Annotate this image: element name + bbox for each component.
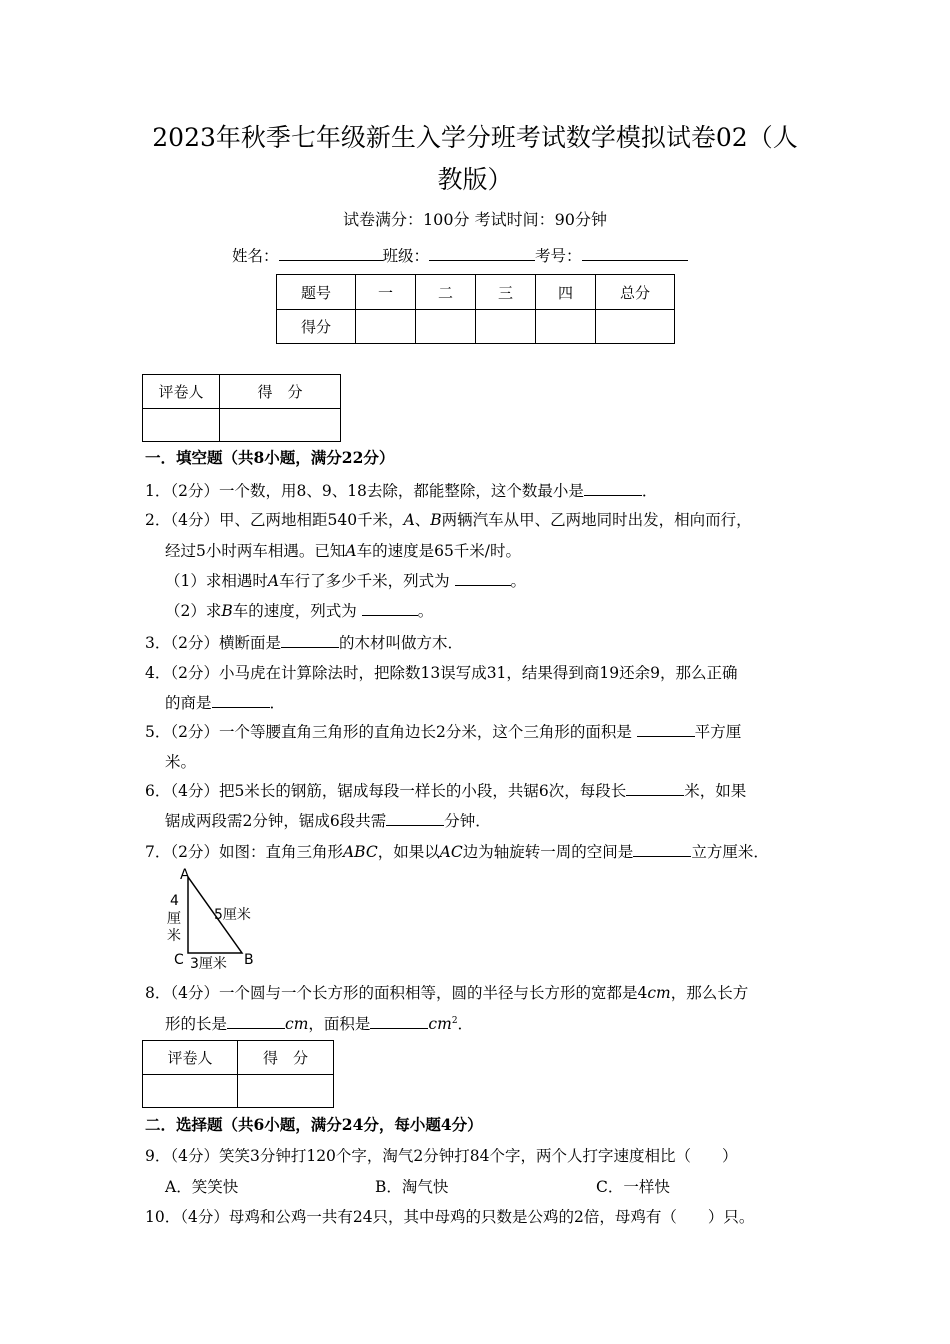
q2-sub1-end: 。 bbox=[510, 572, 527, 590]
question-1 bbox=[145, 479, 657, 501]
vertex-c-label: C bbox=[174, 952, 184, 968]
question-5-line1 bbox=[145, 720, 741, 742]
id-field[interactable] bbox=[582, 260, 688, 261]
q3-text: 3．（2分）横断面是 bbox=[145, 634, 281, 652]
exam-title-line2: 教版） bbox=[437, 165, 513, 194]
question-4-line2 bbox=[165, 691, 285, 713]
q2-sub2-end: 。 bbox=[417, 602, 434, 620]
q6-line2-text: 锯成两段需2分钟，锯成6段共需 bbox=[165, 812, 387, 830]
q8-line2-unit2: cm bbox=[428, 1015, 452, 1033]
grader-score-label: 得 分 bbox=[220, 375, 341, 409]
section2-heading: 二．选择题（共6小题，满分24分，每小题4分） bbox=[145, 1115, 483, 1134]
q8-line2-b: ，面积是 bbox=[308, 1015, 371, 1033]
q2-text-end: 两辆汽车从甲、乙两地同时出发，相向而行， bbox=[441, 511, 752, 529]
student-info-line bbox=[232, 244, 688, 266]
grader-cell[interactable] bbox=[143, 409, 220, 442]
score-table-header: 二 bbox=[416, 275, 476, 310]
score-table-header: 四 bbox=[536, 275, 596, 310]
triangle-figure bbox=[160, 865, 270, 975]
question-3 bbox=[145, 631, 463, 653]
q2-text: 2．（4分）甲、乙两地相距540千米， bbox=[145, 511, 404, 529]
question-4-line1: 4．（2分）小马虎在计算除法时，把除数13误写成31，结果得到商19还余9，那么正确 bbox=[145, 664, 738, 682]
side-cb-label: 3厘米 bbox=[190, 956, 227, 972]
question-5-line2: 米。 bbox=[165, 753, 197, 771]
q2-sub2-var: B bbox=[221, 602, 233, 620]
question-7 bbox=[145, 840, 769, 862]
question-2-sub1 bbox=[165, 569, 526, 591]
exam-subtitle: 试卷满分：100分 考试时间：90分钟 bbox=[343, 210, 607, 229]
name-field[interactable] bbox=[279, 260, 383, 261]
grader-score-label: 得 分 bbox=[238, 1041, 334, 1075]
score-table bbox=[276, 274, 675, 344]
q5-text: 5．（2分）一个等腰直角三角形的直角边长2分米，这个三角形的面积是 bbox=[145, 723, 637, 741]
q2-var-b: B bbox=[430, 511, 442, 529]
score-table-header: 题号 bbox=[277, 275, 356, 310]
q9-option-b[interactable]: B．淘气快 bbox=[375, 1178, 449, 1196]
q5-text-end: 平方厘 bbox=[694, 723, 742, 741]
q8-text-b: ，那么长方 bbox=[670, 984, 749, 1002]
q7-mid: ，如果以 bbox=[377, 843, 440, 861]
score-cell[interactable] bbox=[356, 310, 416, 344]
q2-line2-var-a: A bbox=[345, 542, 357, 560]
score-cell[interactable] bbox=[416, 310, 476, 344]
q2-sub2-a: （2）求 bbox=[165, 602, 222, 620]
hypotenuse-label: 5厘米 bbox=[214, 907, 251, 923]
q1-text: 1．（2分）一个数，用8、9、18去除，都能整除，这个数最小是 bbox=[145, 482, 584, 500]
q7-suffix: 立方厘米． bbox=[691, 843, 769, 861]
q6-blank-1[interactable] bbox=[626, 795, 684, 796]
q8-line2-a: 形的长是 bbox=[165, 1015, 228, 1033]
score-row-label: 得分 bbox=[277, 310, 356, 344]
question-10: 10．（4分）母鸡和公鸡一共有24只，其中母鸡的只数是公鸡的2倍，母鸡有（ ）只。 bbox=[145, 1208, 755, 1226]
q2-var-a: A bbox=[403, 511, 415, 529]
q5-blank[interactable] bbox=[637, 736, 695, 737]
q9-option-c[interactable]: C．一样快 bbox=[596, 1178, 670, 1196]
q6-text-end: 米，如果 bbox=[684, 782, 747, 800]
question-6-line1 bbox=[145, 779, 746, 801]
q8-superscript: 2 bbox=[451, 1015, 458, 1026]
side-ac-digit: 4 bbox=[170, 893, 179, 909]
question-8-line2 bbox=[165, 1012, 473, 1034]
grader-cell[interactable] bbox=[143, 1075, 238, 1108]
score-cell[interactable] bbox=[476, 310, 536, 344]
grader-score-cell[interactable] bbox=[220, 409, 341, 442]
q2-line2-a: 经过5小时两车相遇。已知 bbox=[165, 542, 346, 560]
question-2-line2 bbox=[165, 539, 521, 561]
q2-sub2-blank[interactable] bbox=[362, 615, 418, 616]
grader-box-2 bbox=[142, 1040, 334, 1108]
score-table-header: 总分 bbox=[596, 275, 675, 310]
side-ac-unit1: 厘 bbox=[167, 911, 181, 927]
q4-blank[interactable] bbox=[212, 707, 270, 708]
exam-title-line1: 2023年秋季七年级新生入学分班考试数学模拟试卷02（人 bbox=[152, 123, 798, 152]
grader-label: 评卷人 bbox=[143, 1041, 238, 1075]
q2-sub1-var: A bbox=[267, 572, 280, 590]
q7-blank[interactable] bbox=[633, 856, 691, 857]
question-2-line1 bbox=[145, 508, 752, 530]
class-field[interactable] bbox=[429, 260, 535, 261]
q7-ac: AC bbox=[439, 843, 463, 861]
q1-suffix: ． bbox=[641, 482, 658, 500]
id-label: 考号： bbox=[535, 247, 582, 265]
q6-line2-end: 分钟． bbox=[444, 812, 491, 830]
score-table-header: 三 bbox=[476, 275, 536, 310]
q2-sub1-b: 车行了多少千米，列式为 bbox=[279, 572, 455, 590]
q7-abc: ABC bbox=[342, 843, 378, 861]
question-2-sub2 bbox=[165, 599, 433, 621]
question-6-line2 bbox=[165, 809, 491, 831]
q8-line2-end: ． bbox=[457, 1015, 474, 1033]
score-cell[interactable] bbox=[536, 310, 596, 344]
q3-suffix: 的木材叫做方木． bbox=[338, 634, 463, 652]
q8-unit: cm bbox=[647, 984, 671, 1002]
class-label: 班级： bbox=[382, 247, 430, 265]
q4-line2-text: 的商是 bbox=[165, 694, 212, 712]
section1-heading: 一．填空题（共8小题，满分22分） bbox=[145, 448, 395, 467]
q2-sub1-a: （1）求相遇时 bbox=[165, 572, 268, 590]
q8-blank-2[interactable] bbox=[370, 1028, 428, 1029]
grader-score-cell[interactable] bbox=[238, 1075, 334, 1108]
q9-option-a[interactable]: A．笑笑快 bbox=[165, 1178, 239, 1196]
q8-blank-1[interactable] bbox=[227, 1028, 285, 1029]
q2-line2-b: 车的速度是65千米/时。 bbox=[356, 542, 522, 560]
q3-blank[interactable] bbox=[281, 647, 339, 648]
vertex-a-label: A bbox=[180, 867, 190, 883]
q6-blank-2[interactable] bbox=[386, 825, 444, 826]
vertex-b-label: B bbox=[244, 952, 254, 968]
q7-mid2: 边为轴旋转一周的空间是 bbox=[462, 843, 634, 861]
score-cell[interactable] bbox=[596, 310, 675, 344]
side-ac-unit2: 米 bbox=[167, 928, 181, 944]
q8-line2-unit: cm bbox=[285, 1015, 309, 1033]
q2-sub2-b: 车的速度，列式为 bbox=[232, 602, 362, 620]
q2-sep: 、 bbox=[414, 511, 431, 529]
q8-text: 8．（4分）一个圆与一个长方形的面积相等，圆的半径与长方形的宽都是4 bbox=[145, 984, 648, 1002]
q7-text: 7．（2分）如图：直角三角形 bbox=[145, 843, 343, 861]
score-table-header: 一 bbox=[356, 275, 416, 310]
q1-blank[interactable] bbox=[584, 495, 642, 496]
name-label: 姓名： bbox=[232, 247, 279, 265]
question-9: 9．（4分）笑笑3分钟打120个字，淘气2分钟打84个字，两个人打字速度相比（ ） bbox=[145, 1147, 738, 1165]
grader-box-1 bbox=[142, 374, 341, 442]
grader-label: 评卷人 bbox=[143, 375, 220, 409]
q2-sub1-blank[interactable] bbox=[455, 585, 511, 586]
q4-suffix: ． bbox=[269, 694, 286, 712]
question-8-line1 bbox=[145, 981, 748, 1003]
q6-text: 6．（4分）把5米长的钢筋，锯成每段一样长的小段，共锯6次，每段长 bbox=[145, 782, 627, 800]
